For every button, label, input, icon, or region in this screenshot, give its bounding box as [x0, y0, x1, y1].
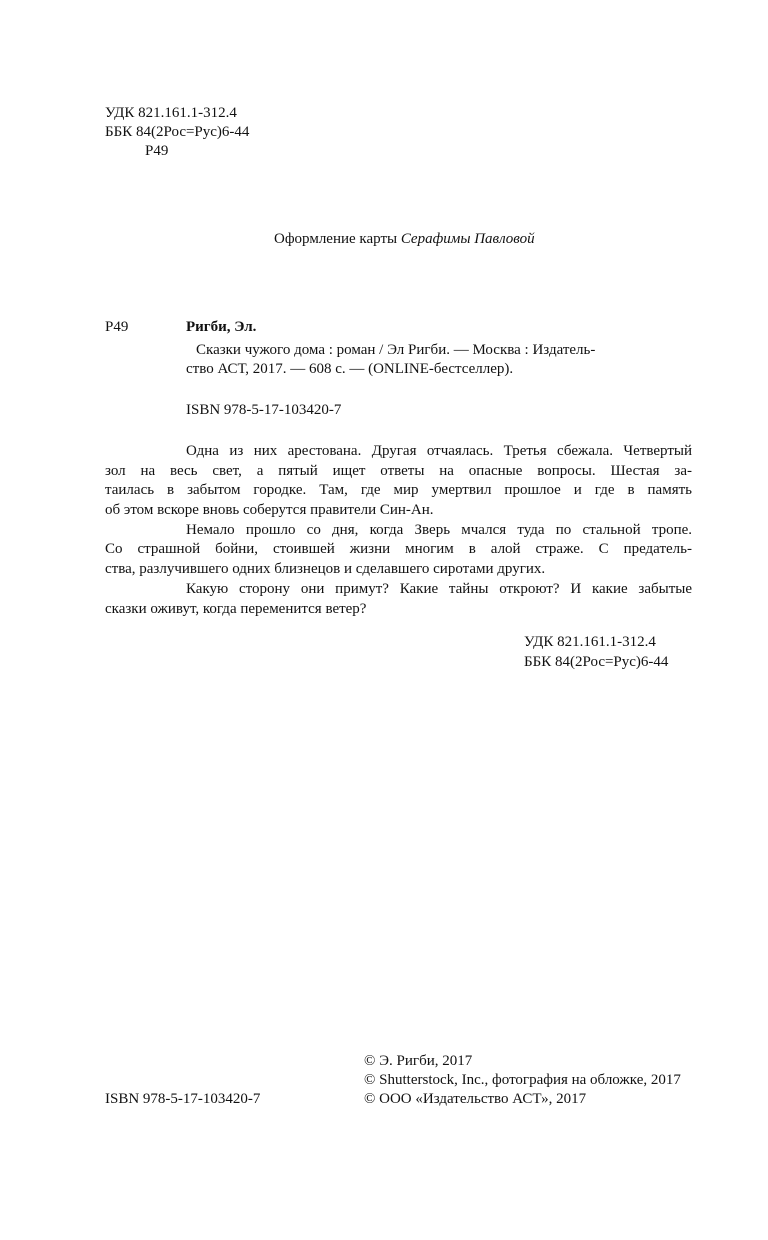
designer-name: Серафимы Павловой [400, 231, 535, 247]
udk-code: УДК 821.161.1-312.4 [524, 634, 656, 650]
entry-author: Ригби, Эл. [186, 319, 257, 335]
biblio-line: ство АСТ, 2017. — 608 с. — (ONLINE-бестселлер). [186, 361, 514, 377]
udk-code: УДК 821.161.1-312.4 [105, 105, 237, 121]
annotation-line: зол на весь свет, а пятый ищет ответы на опасные вопросы. Шестая за- [105, 462, 692, 479]
annotation-line: об этом вскоре вновь соберутся правители Син-Ан. [105, 502, 434, 519]
annotation-line: Одна из них арестована. Другая отчаялась. Третья сбежала. Четвертый [186, 443, 692, 459]
copyright-block [364, 1052, 681, 1109]
annotation-line: таилась в забытом городке. Там, где мир умертвил прошлое и где в память [105, 482, 692, 499]
classification-block-top [105, 104, 249, 161]
design-credit [274, 230, 535, 249]
annotation-line: Какую сторону они примут? Какие тайны откроют? И какие забытые [186, 580, 692, 597]
copyright-line: © Shutterstock, Inc., фотография на обложке, 2017 [364, 1072, 681, 1088]
design-credit-prefix: Оформление карты [274, 231, 401, 247]
isbn-main: ISBN 978-5-17-103420-7 [186, 402, 342, 418]
biblio-line: Сказки чужого дома : роман / Эл Ригби. — Москва : Издатель- [196, 342, 596, 358]
bbk-code: ББК 84(2Рос=Рус)6-44 [524, 654, 669, 670]
classification-block-bottom [524, 633, 668, 673]
isbn-bottom: ISBN 978-5-17-103420-7 [105, 1091, 261, 1107]
annotation-line: сказки оживут, когда переменится ветер? [105, 600, 367, 617]
author-mark: Р49 [145, 143, 169, 159]
annotation [105, 442, 692, 619]
bbk-code: ББК 84(2Рос=Рус)6-44 [105, 124, 250, 140]
annotation-line: Немало прошло со дня, когда Зверь мчался туда по стальной тропе. [186, 521, 692, 538]
annotation-line: ства, разлучившего одних близнецов и сделавшего сиротами других. [105, 561, 546, 578]
annotation-line: Со страшной бойни, стоившей жизни многим в алой страже. С предатель- [105, 541, 692, 558]
copyright-line: © ООО «Издательство АСТ», 2017 [364, 1091, 587, 1107]
copyright-line: © Э. Ригби, 2017 [364, 1053, 473, 1069]
bibliographic-description [186, 341, 693, 379]
entry-code: Р49 [105, 319, 129, 335]
